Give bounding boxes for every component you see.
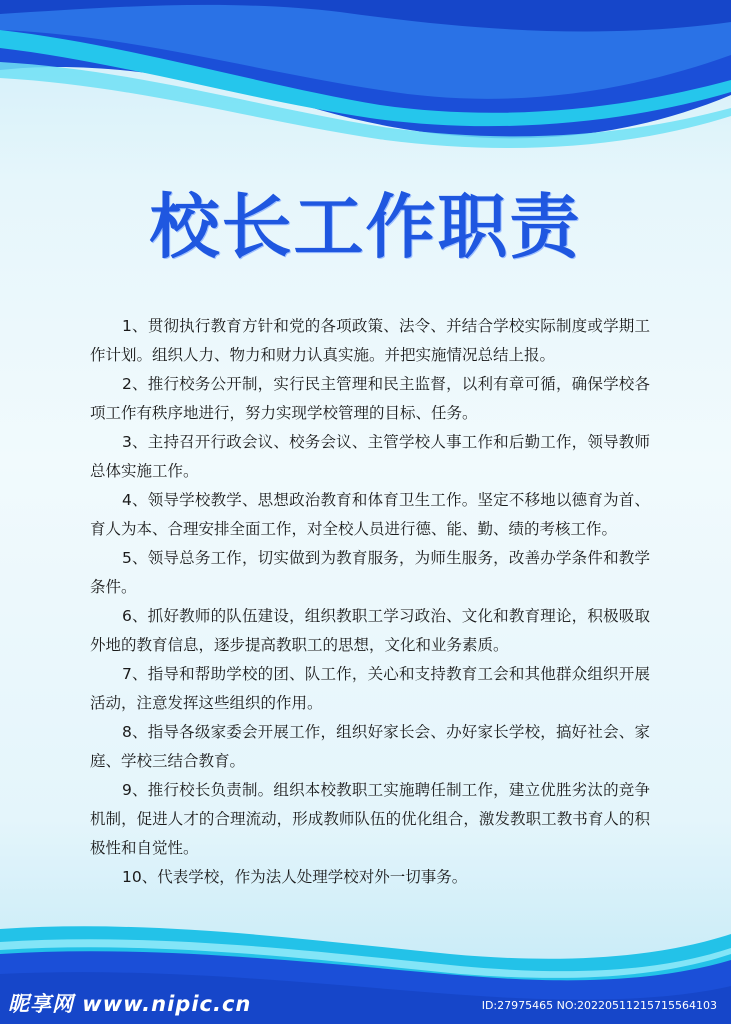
duty-item-4: 4、领导学校教学、思想政治教育和体育卫生工作。坚定不移地以德育为首、育人为本、合理安排全面工作，对全校人员进行德、能、勤、绩的考核工作。 xyxy=(90,491,650,538)
duty-item-5: 5、领导总务工作，切实做到为教育服务，为师生服务，改善办学条件和教学条件。 xyxy=(90,549,650,596)
top-wave-decoration xyxy=(0,0,731,150)
watermark-id: ID:27975465 NO:20220511215715564103 xyxy=(481,999,717,1012)
duty-item-6: 6、抓好教师的队伍建设，组织教职工学习政治、文化和教育理论，积极吸取外地的教育信息，逐步提高教职工的思想，文化和业务素质。 xyxy=(90,607,650,654)
duty-item-1: 1、贯彻执行教育方针和党的各项政策、法令、并结合学校实际制度或学期工作计划。组织人力、物力和财力认真实施。并把实施情况总结上报。 xyxy=(90,317,650,364)
duty-item-2: 2、推行校务公开制，实行民主管理和民主监督，以利有章可循，确保学校各项工作有秩序地进行，努力实现学校管理的目标、任务。 xyxy=(90,375,650,422)
duty-item-9: 9、推行校长负责制。组织本校教职工实施聘任制工作，建立优胜劣汰的竞争机制，促进人才的合理流动，形成教师队伍的优化组合，激发教职工教书育人的积极性和自觉性。 xyxy=(90,781,650,857)
watermark-logo: 昵享网 www.nipic.cn xyxy=(8,992,252,1016)
duty-item-3: 3、主持召开行政会议、校务会议、主管学校人事工作和后勤工作，领导教师总体实施工作。 xyxy=(90,433,650,480)
duty-item-8: 8、指导各级家委会开展工作，组织好家长会、办好家长学校，搞好社会、家庭、学校三结合教育。 xyxy=(90,723,650,770)
duty-list xyxy=(90,312,650,892)
duty-item-7: 7、指导和帮助学校的团、队工作，关心和支持教育工会和其他群众组织开展活动，注意发挥这些组织的作用。 xyxy=(90,665,650,712)
duty-item-10: 10、代表学校，作为法人处理学校对外一切事务。 xyxy=(122,868,468,886)
page-title: 校长工作职责 xyxy=(149,185,582,268)
